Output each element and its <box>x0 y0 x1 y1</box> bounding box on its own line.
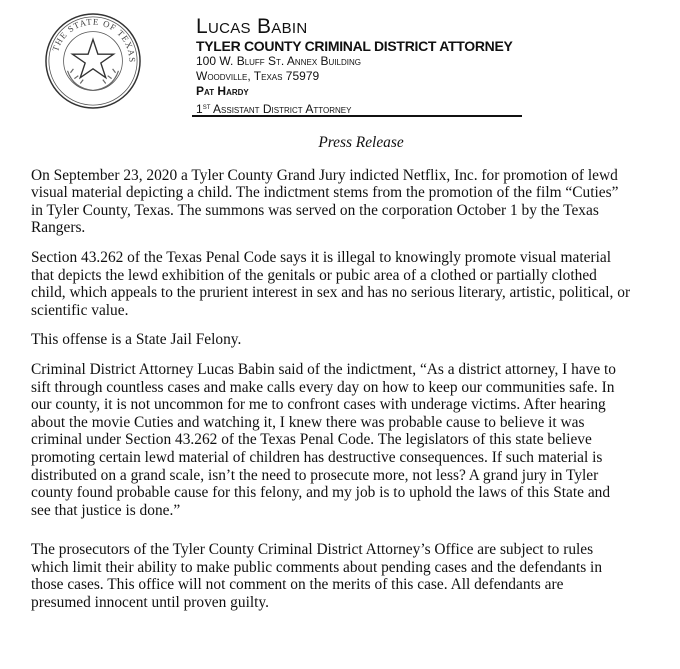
first-assistant-ordinal: 1 <box>196 102 203 116</box>
seal-text: THE STATE OF TEXAS <box>50 16 138 64</box>
address-line-2: Woodville, Texas 75979 <box>196 69 320 83</box>
paragraph-penal-code: Section 43.262 of the Texas Penal Code says it is illegal to knowingly promote visual material that depicts the lewd exhibition of the genitals or pubic area of a clothed or partially clothed child, which appeals to the prurient interest in sex and has no serious literary, artistic, political, or scientific value. <box>31 248 631 319</box>
attorney-title: TYLER COUNTY CRIMINAL DISTRICT ATTORNEY <box>196 38 513 54</box>
texas-state-seal-icon <box>44 12 142 110</box>
press-release-heading: Press Release <box>318 134 404 151</box>
header-divider <box>192 115 522 117</box>
address-line-1: 100 W. Bluff St. Annex Building <box>196 54 361 68</box>
paragraph-offense: This offense is a State Jail Felony. <box>31 331 242 349</box>
attorney-name: Lucas Babin <box>196 15 308 38</box>
first-assistant-ordinal-suffix: st <box>202 102 211 111</box>
letterhead <box>196 15 513 117</box>
paragraph-disclaimer: The prosecutors of the Tyler County Criminal District Attorney’s Office are subject to rules which limit their ability to make public comments about pending cases and the defendants in those cases. This office will not comment on the merits of this case. All defendants are presumed innocent until proven guilty. <box>31 541 603 612</box>
paragraph-quote: Criminal District Attorney Lucas Babin said of the indictment, “As a district attorney, I have to sift through countless cases and make calls every day on how to keep our communities safe. In our county, it is not uncommon for me to confront cases with underage victims. After hearing about the movie Cuties and watching it, I knew there was probable cause to believe it was criminal under Section 43.262 of the Texas Penal Code. The legislators of this state believe promoting certain lewd material of children has destructive consequences. If such material is distributed on a grand scale, isn’t the need to prosecute more, not less? A grand jury in Tyler county found probable cause for this felony, and my job is to uphold the laws of this State and see that justice is done.” <box>31 360 616 519</box>
press-release-body <box>31 134 671 624</box>
paragraph-indictment: On September 23, 2020 a Tyler County Grand Jury indicted Netflix, Inc. for promotion of lewd visual material depicting a child. The indictment stems from the promotion of the film “Cuties” in Tyler County, Texas. The summons was served on the corporation October 1 by the Texas Rangers. <box>31 166 619 237</box>
first-assistant-name: Pat Hardy <box>196 84 249 98</box>
first-assistant-title: Assistant District Attorney <box>213 102 352 116</box>
